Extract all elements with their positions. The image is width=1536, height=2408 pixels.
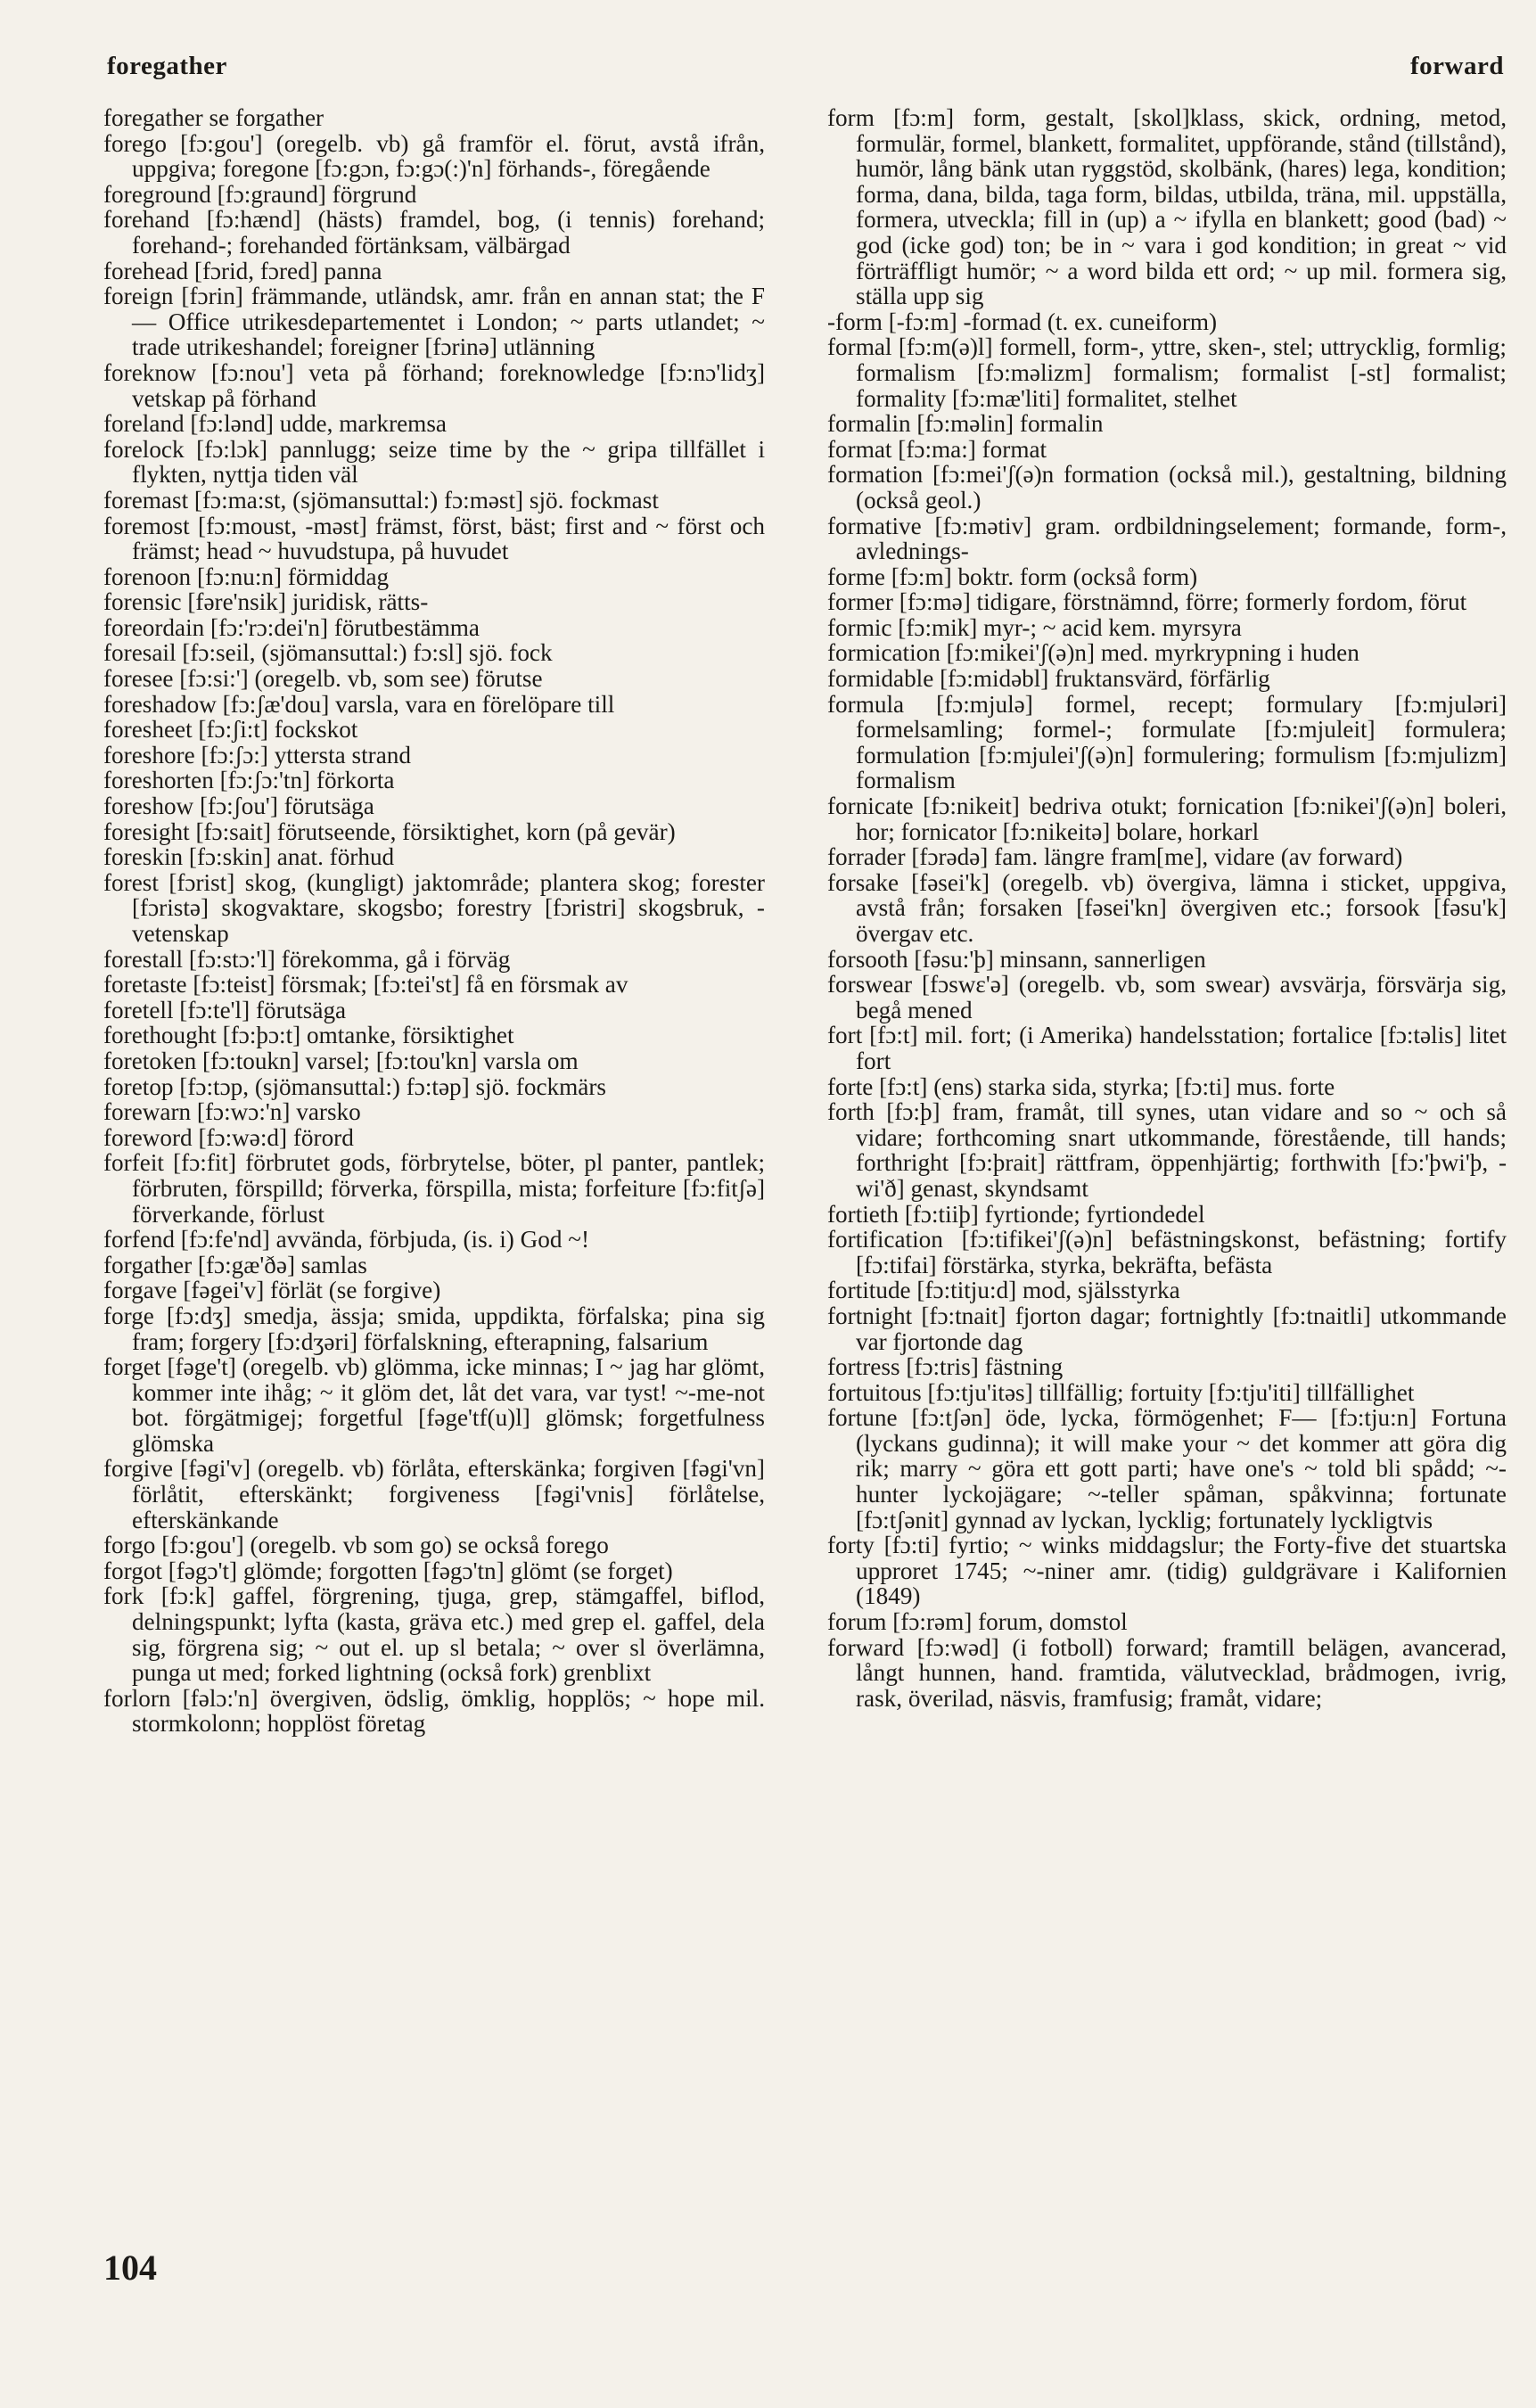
- dictionary-entry: format [fɔ:ma:] format: [827, 435, 1047, 463]
- dictionary-entry: fornicate [fɔ:nikeit] bedriva otukt; fornication [fɔ:nikei'ʃ(ə)n] boleri, hor; fornicator [fɔ:nikeitə] bolare, horkarl: [827, 793, 1507, 845]
- dictionary-entry: forestall [fɔ:stɔ:'l] förekomma, gå i förväg: [103, 945, 511, 973]
- running-head-last-entry: forward: [1410, 52, 1504, 80]
- dictionary-entry: forgather [fɔ:gæ'ðə] samlas: [103, 1251, 367, 1278]
- dictionary-entry: forgive [fəgi'v] (oregelb. vb) förlåta, efterskänka; forgiven [fəgi'vn] förlåtit, efterskänkt; forgiveness [fəgi'vnis] förlåtelse, efterskänkande: [103, 1455, 765, 1533]
- dictionary-entry: fortification [fɔ:tifikei'ʃ(ə)n] befästningskonst, befästning; fortify [fɔ:tifai] förstärka, styrka, bekräfta, befästa: [827, 1226, 1507, 1278]
- dictionary-entry: formula [fɔ:mjulə] formel, recept; formulary [fɔ:mjuləri] formelsamling; formel-; formulate [fɔ:mjuleit] formulera; formulation [fɔ:mjulei'ʃ(ə)n] formulering; formulism [fɔ:mjulizm] formalism: [827, 690, 1507, 794]
- dictionary-entry: formication [fɔ:mikei'ʃ(ə)n] med. myrkrypning i huden: [827, 639, 1359, 667]
- dictionary-entry: foreshow [fɔ:ʃou'] förutsäga: [103, 793, 374, 820]
- dictionary-entry: form [fɔ:m] form, gestalt, [skol]klass, skick, ordning, metod, formulär, formel, blankett, formalitet, uppförande, stånd (tillstånd), humör, lång bänk utan ryggstöd, skolbänk, (hares) lega, kondition; forma, dana, bilda, taga form, bildas, utbilda, träna, mil. uppställa, formera, utveckla; fill in (up) a ~ ifylla en blankett; good (bad) ~ god (icke god) ton; be in ~ vara i god kondition; in great ~ vid förträffligt humör; ~ a word bilda ett ord; ~ up mil. formera sig, ställa upp sig: [827, 104, 1507, 310]
- running-head-first-entry: foregather: [107, 52, 227, 80]
- dictionary-entry: former [fɔ:mə] tidigare, förstnämnd, förre; formerly fordom, förut: [827, 588, 1467, 616]
- dictionary-entry: formal [fɔ:m(ə)l] formell, form-, yttre, sken-, stel; uttrycklig, formlig; formalism [fɔ:məlizm] formalism; formalist [-st] formalist; formality [fɔ:mæ'liti] formalitet, stelhet: [827, 333, 1507, 412]
- dictionary-entry: forty [fɔ:ti] fyrtio; ~ winks middagslur; the Forty-five det stuartska upproret 1745; ~-niner amr. (tidig) guldgrävare i Kalifornien (1849): [827, 1532, 1507, 1610]
- dictionary-entry: formidable [fɔ:midəbl] fruktansvärd, förfärlig: [827, 665, 1270, 693]
- dictionary-entry: foresheet [fɔ:ʃi:t] fockskot: [103, 716, 358, 744]
- dictionary-entry: fork [fɔ:k] gaffel, förgrening, tjuga, grep, stämgaffel, biflod, delningspunkt; lyfta (kasta, gräva etc.) med grep el. gaffel, dela sig, förgrena sig; ~ out el. up sl betala; ~ over sl överlämna, punga ut med; forked lightning (också fork) grenblixt: [103, 1582, 765, 1687]
- dictionary-entry: forgave [fəgei'v] förlät (se forgive): [103, 1277, 441, 1304]
- dictionary-entry: forswear [fɔswɛ'ə] (oregelb. vb, som swear) avsvärja, försvärja sig, begå mened: [827, 971, 1507, 1023]
- dictionary-entry: forte [fɔ:t] (ens) starka sida, styrka; [fɔ:ti] mus. forte: [827, 1073, 1335, 1100]
- dictionary-entry: formalin [fɔ:məlin] formalin: [827, 410, 1104, 438]
- dictionary-entry: forget [fəge't] (oregelb. vb) glömma, icke minnas; I ~ jag har glömt, kommer inte ihåg; ~ it glöm det, låt det vara, var tyst! ~-me-not bot. förgätmigej; forgetful [fəge'tf(u)l] glömsk; forgetfulness glömska: [103, 1353, 765, 1457]
- dictionary-entry: forlorn [fəlɔ:'n] övergiven, ödslig, ömklig, hopplös; ~ hope mil. stormkolonn; hopplöst företag: [103, 1684, 765, 1738]
- dictionary-entry: foremost [fɔ:moust, -məst] främst, först, bäst; first and ~ först och främst; head ~ huvudstupa, på huvudet: [103, 512, 765, 565]
- dictionary-entry: forme [fɔ:m] boktr. form (också form): [827, 563, 1198, 590]
- dictionary-entry: foreshorten [fɔ:ʃɔ:'tn] förkorta: [103, 767, 395, 794]
- dictionary-entry: forfend [fɔ:fe'nd] avvända, förbjuda, (is. i) God ~!: [103, 1226, 590, 1253]
- dictionary-entry: foreland [fɔ:lənd] udde, markremsa: [103, 410, 447, 438]
- dictionary-entry: forgo [fɔ:gou'] (oregelb. vb som go) se också forego: [103, 1532, 609, 1559]
- dictionary-entry: forehand [fɔ:hænd] (hästs) framdel, bog, (i tennis) forehand; forehand-; forehanded förtänksam, välbärgad: [103, 206, 765, 259]
- left-column: [103, 105, 765, 1737]
- dictionary-entry: forewarn [fɔ:wɔ:'n] varsko: [103, 1098, 361, 1126]
- dictionary-entry: -form [-fɔ:m] -formad (t. ex. cuneiform): [827, 308, 1218, 335]
- dictionary-entry: forehead [fɔrid, fɔred] panna: [103, 257, 382, 284]
- dictionary-entry: foreknow [fɔ:nou'] veta på förhand; foreknowledge [fɔ:nɔ'lidʒ] vetskap på förhand: [103, 358, 765, 412]
- dictionary-entry: forenoon [fɔ:nu:n] förmiddag: [103, 563, 390, 590]
- dictionary-entry: foreword [fɔ:wə:d] förord: [103, 1123, 354, 1151]
- dictionary-entry: foreign [fɔrin] främmande, utländsk, amr. från en annan stat; the F— Office utrikesdepartementet i London; ~ parts utlandet; ~ trade utrikeshandel; foreigner [fɔrinə] utlänning: [103, 283, 765, 361]
- dictionary-entry: fortuitous [fɔ:tju'itəs] tillfällig; fortuity [fɔ:tju'iti] tillfällighet: [827, 1378, 1415, 1406]
- dictionary-entry: forum [fɔ:rəm] forum, domstol: [827, 1608, 1128, 1636]
- dictionary-entry: forth [fɔ:þ] fram, framåt, till synes, utan vidare and so ~ och så vidare; forthcoming snart utkommande, förestående, till hands; forthright [fɔ:þrait] rättfram, öppenhjärtig; forthwith [fɔ:'þwi'þ, -wi'ð] genast, skyndsamt: [827, 1098, 1507, 1202]
- dictionary-entry: fortnight [fɔ:tnait] fjorton dagar; fortnightly [fɔ:tnaitli] utkommande var fjortonde dag: [827, 1302, 1507, 1355]
- right-column: [827, 105, 1507, 1711]
- dictionary-entry: formative [fɔ:mətiv] gram. ordbildningselement; formande, form-, avlednings-: [827, 512, 1507, 565]
- dictionary-entry: forest [fɔrist] skog, (kungligt) jaktområde; plantera skog; forester [fɔristə] skogvaktare, skogsbo; forestry [fɔristri] skogsbruk, -vetenskap: [103, 868, 765, 947]
- dictionary-entry: forrader [fɔrədə] fam. längre fram[me], vidare (av forward): [827, 843, 1403, 871]
- dictionary-entry: fortieth [fɔ:tiiþ] fyrtionde; fyrtiondedel: [827, 1200, 1205, 1228]
- dictionary-entry: forethought [fɔ:þɔ:t] omtanke, försiktighet: [103, 1022, 514, 1049]
- dictionary-entry: foretell [fɔ:te'l] förutsäga: [103, 996, 347, 1023]
- dictionary-entry: forward [fɔ:wəd] (i fotboll) forward; framtill belägen, avancerad, långt hunnen, hand. framtida, välutvecklad, brådmogen, ivrig, rask, överilad, näsvis, framfusig; framåt, vidare;: [827, 1633, 1507, 1712]
- dictionary-entry: foresee [fɔ:si:'] (oregelb. vb, som see) förutse: [103, 665, 543, 693]
- dictionary-entry: fortress [fɔ:tris] fästning: [827, 1353, 1064, 1381]
- dictionary-entry: foreordain [fɔ:'rɔ:dei'n] förutbestämma: [103, 613, 480, 641]
- dictionary-entry: forfeit [fɔ:fit] förbrutet gods, förbrytelse, böter, pl panter, pantlek; förbruten, förspilld; förverka, förspilla, mista; forfeiture [fɔ:fitʃə] förverkande, förlust: [103, 1149, 765, 1228]
- dictionary-entry: foresight [fɔ:sait] förutseende, försiktighet, korn (på gevär): [103, 818, 676, 845]
- dictionary-entry: forgot [fəgɔ't] glömde; forgotten [fəgɔ'tn] glömt (se forget): [103, 1557, 673, 1584]
- dictionary-entry: foreshadow [fɔ:ʃæ'dou] varsla, vara en förelöpare till: [103, 690, 615, 718]
- dictionary-entry: forensic [fəre'nsik] juridisk, rätts-: [103, 588, 429, 616]
- dictionary-entry: foremast [fɔ:ma:st, (sjömansuttal:) fɔ:məst] sjö. fockmast: [103, 486, 659, 514]
- dictionary-entry: foresail [fɔ:seil, (sjömansuttal:) fɔ:sl] sjö. fock: [103, 639, 553, 667]
- dictionary-entry: fort [fɔ:t] mil. fort; (i Amerika) handelsstation; fortalice [fɔ:təlis] litet fort: [827, 1022, 1507, 1074]
- dictionary-entry: foreskin [fɔ:skin] anat. förhud: [103, 843, 395, 871]
- dictionary-entry: forsake [fəsei'k] (oregelb. vb) övergiva, lämna i sticket, uppgiva, avstå från; forsaken [fəsei'kn] övergiven etc.; forsook [fəsu'k] övergav etc.: [827, 868, 1507, 947]
- dictionary-entry: formation [fɔ:mei'ʃ(ə)n formation (också mil.), gestaltning, bildning (också geol.): [827, 461, 1507, 514]
- dictionary-entry: forsooth [fəsu:'þ] minsann, sannerligen: [827, 945, 1206, 973]
- dictionary-entry: fortitude [fɔ:titju:d] mod, själsstyrka: [827, 1277, 1180, 1304]
- dictionary-entry: forego [fɔ:gou'] (oregelb. vb) gå framför el. förut, avstå ifrån, uppgiva; foregone [fɔ:gɔn, fɔ:gɔ(:)'n] förhands-, föregående: [103, 129, 765, 183]
- dictionary-entry: formic [fɔ:mik] myr-; ~ acid kem. myrsyra: [827, 613, 1242, 641]
- page-number: 104: [103, 2248, 157, 2288]
- dictionary-entry: foretop [fɔ:tɔp, (sjömansuttal:) fɔ:təp] sjö. fockmärs: [103, 1073, 606, 1100]
- dictionary-entry: foreshore [fɔ:ʃɔ:] yttersta strand: [103, 741, 411, 768]
- dictionary-entry: foregather se forgather: [103, 104, 324, 131]
- dictionary-entry: foretoken [fɔ:toukn] varsel; [fɔ:tou'kn] varsla om: [103, 1047, 579, 1074]
- dictionary-entry: fortune [fɔ:tʃən] öde, lycka, förmögenhet; F— [fɔ:tju:n] Fortuna (lyckans gudinna); it will make your ~ det kommer att göra dig rik; marry ~ göra ett gott parti; have one's ~ told bli spådd; ~-hunter lyckojägare; ~-teller spåman, spåkvinna; fortunate [fɔ:tʃənit] gynnad av lyckan, lycklig; fortunately lyckligtvis: [827, 1404, 1507, 1533]
- dictionary-entry: foretaste [fɔ:teist] försmak; [fɔ:tei'st] få en försmak av: [103, 971, 628, 999]
- dictionary-entry: forelock [fɔ:lɔk] pannlugg; seize time by the ~ gripa tillfället i flykten, nyttja tiden väl: [103, 435, 765, 489]
- dictionary-entry: forge [fɔ:dʒ] smedja, ässja; smida, uppdikta, förfalska; pina sig fram; forgery [fɔ:dʒəri] förfalskning, efterapning, falsarium: [103, 1302, 765, 1355]
- dictionary-entry: foreground [fɔ:graund] förgrund: [103, 180, 417, 208]
